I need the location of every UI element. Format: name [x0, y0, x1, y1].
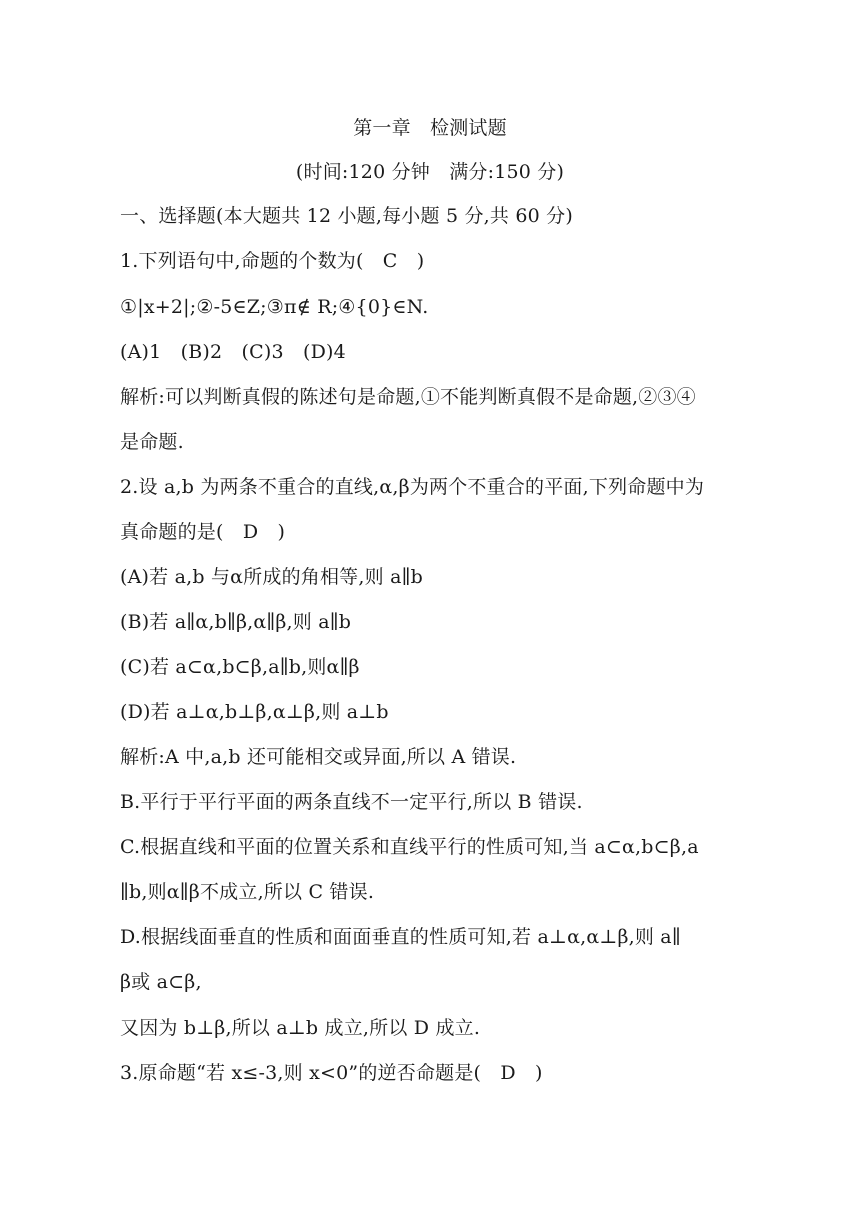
question-2-option-c: (C)若 a⊂α,b⊂β,a∥b,则α∥β	[120, 656, 360, 678]
question-2-analysis-b: B.平行于平行平面的两条直线不一定平行,所以 B 错误.	[120, 791, 583, 813]
question-2-analysis-c-line-2: ∥b,则α∥β不成立,所以 C 错误.	[120, 881, 375, 903]
question-2-option-a: (A)若 a,b 与α所成的角相等,则 a∥b	[120, 566, 423, 588]
question-1-stem: 1.下列语句中,命题的个数为( C )	[120, 250, 425, 272]
question-2-stem-line-2: 真命题的是( D )	[120, 521, 286, 543]
question-1-items: ①|x+2|;②-5∈Z;③π∉ R;④{0}∈N.	[120, 296, 429, 318]
question-2-option-b: (B)若 a∥α,b∥β,α∥β,则 a∥b	[120, 611, 352, 633]
question-1-analysis-line-1: 解析:可以判断真假的陈述句是命题,①不能判断真假不是命题,②③④	[120, 386, 696, 408]
question-1-options: (A)1 (B)2 (C)3 (D)4	[120, 341, 346, 363]
question-2-analysis-c-line-1: C.根据直线和平面的位置关系和直线平行的性质可知,当 a⊂α,b⊂β,a	[120, 836, 699, 858]
section-heading: 一、选择题(本大题共 12 小题,每小题 5 分,共 60 分)	[120, 205, 573, 227]
question-2-analysis-a: 解析:A 中,a,b 还可能相交或异面,所以 A 错误.	[120, 746, 517, 768]
question-1-analysis-line-2: 是命题.	[120, 431, 184, 453]
question-2-analysis-d-line-1: D.根据线面垂直的性质和面面垂直的性质可知,若 a⊥α,α⊥β,则 a∥	[120, 926, 681, 948]
question-2-analysis-d-line-2: β或 a⊂β,	[120, 971, 202, 993]
question-2-stem-line-1: 2.设 a,b 为两条不重合的直线,α,β为两个不重合的平面,下列命题中为	[120, 476, 705, 498]
question-2-analysis-d-line-3: 又因为 b⊥β,所以 a⊥b 成立,所以 D 成立.	[120, 1017, 481, 1039]
exam-info: (时间:120 分钟 满分:150 分)	[295, 161, 565, 183]
question-2-option-d: (D)若 a⊥α,b⊥β,α⊥β,则 a⊥b	[120, 701, 389, 723]
question-3-stem: 3.原命题“若 x≤-3,则 x<0”的逆否命题是( D )	[120, 1062, 543, 1084]
page-title: 第一章 检测试题	[353, 117, 507, 139]
